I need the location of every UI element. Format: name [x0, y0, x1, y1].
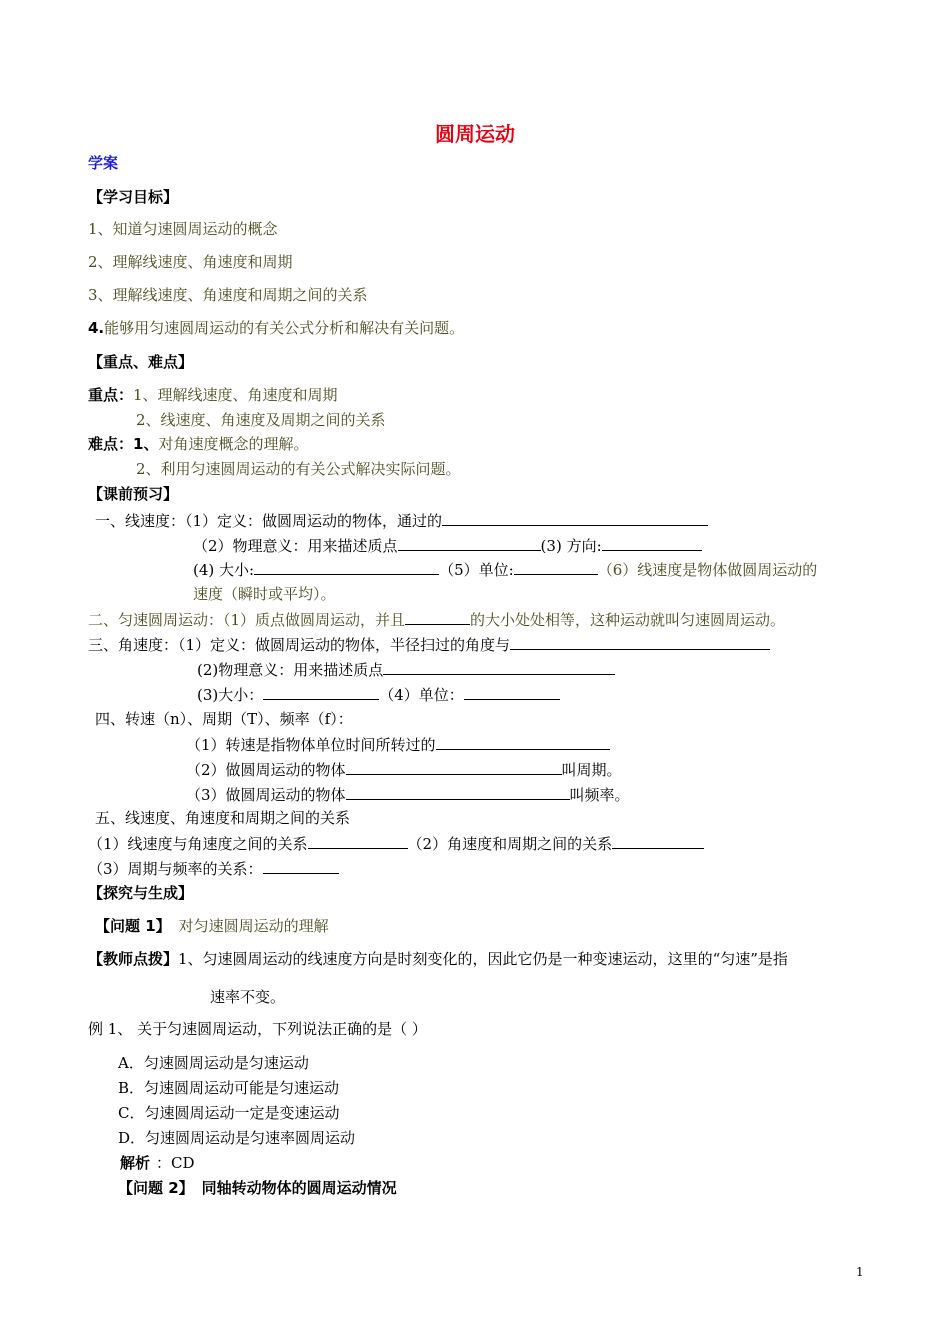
- answer-text: ：CD: [156, 1154, 195, 1172]
- zhongdian-line: [88, 385, 338, 405]
- goals-heading: 【学习目标】: [88, 188, 179, 206]
- example-question: 例 1、 关于匀速圆周运动，下列说法正确的是（ ）: [88, 1020, 427, 1038]
- question-2-label: 【问题 2】: [118, 1179, 194, 1197]
- line-text: （2）角速度和周期之间的关系: [407, 835, 613, 853]
- preview-line-11: [186, 759, 622, 780]
- fill-blank[interactable]: [464, 684, 560, 700]
- question-2: [118, 1178, 397, 1198]
- answer-label: 解析: [120, 1154, 151, 1172]
- page-title: 圆周运动: [435, 122, 515, 146]
- nandian-item: 2、利用匀速圆周运动的有关公式解决实际问题。: [136, 460, 461, 478]
- fill-blank[interactable]: [346, 759, 562, 775]
- line-text: （1）线速度与角速度之间的关系: [88, 835, 308, 853]
- nandian-label: 难点：: [88, 435, 134, 453]
- question-1-label: 【问题 1】: [95, 917, 171, 935]
- fill-blank[interactable]: [308, 833, 408, 849]
- question-1: [95, 916, 329, 936]
- preview-line-1: [95, 510, 708, 531]
- preview-line-15: [88, 858, 339, 879]
- line-text: (2)物理意义：用来描述质点: [197, 661, 384, 679]
- nandian-num: 1、: [133, 435, 159, 453]
- answer: [120, 1153, 195, 1173]
- teacher-tip-label: 【教师点拨】: [88, 950, 179, 968]
- option-c: C．匀速圆周运动一定是变速运动: [118, 1104, 340, 1122]
- line-text: （6）线速度是物体做圆周运动的: [597, 561, 818, 579]
- goal-item: 1、知道匀速圆周运动的概念: [88, 220, 278, 238]
- line-text: （3）周期与频率的关系：: [88, 860, 263, 878]
- preview-line-6: [88, 634, 770, 655]
- option-a: A．匀速圆周运动是匀速运动: [118, 1054, 309, 1072]
- nandian-line: [88, 434, 308, 454]
- section-label: 学案: [88, 154, 119, 172]
- page-number: 1: [856, 1265, 864, 1279]
- fill-blank[interactable]: [263, 858, 339, 874]
- option-b: B．匀速圆周运动可能是匀速运动: [118, 1079, 340, 1097]
- line-text: 的大小处处相等，这种运动就叫匀速圆周运动。: [470, 611, 786, 629]
- preview-line-12: [186, 784, 630, 805]
- fill-blank[interactable]: [383, 659, 615, 675]
- preview-line-13: 五、线速度、角速度和周期之间的关系: [95, 809, 351, 827]
- question-2-text: 同轴转动物体的圆周运动情况: [201, 1179, 397, 1197]
- fill-blank[interactable]: [436, 734, 610, 750]
- fill-blank[interactable]: [346, 784, 570, 800]
- fill-blank[interactable]: [442, 510, 708, 526]
- teacher-tip-text: 1、匀速圆周运动的线速度方向是时刻变化的，因此它仍是一种变速运动，这里的“匀速”是指: [178, 950, 788, 968]
- option-d: D．匀速圆周运动是匀速率圆周运动: [118, 1129, 356, 1147]
- keypoints-heading: 【重点、难点】: [88, 353, 194, 371]
- fill-blank[interactable]: [514, 559, 598, 575]
- explore-heading: 【探究与生成】: [88, 884, 194, 902]
- goal-item: 3、理解线速度、角速度和周期之间的关系: [88, 286, 368, 304]
- line-text: （5）单位:: [439, 561, 514, 579]
- preview-line-10: [186, 734, 610, 755]
- zhongdian-label: 重点：: [88, 386, 134, 404]
- teacher-tip: [88, 949, 788, 969]
- nandian-item: 对角速度概念的理解。: [158, 435, 309, 453]
- zhongdian-item: 2、线速度、角速度及周期之间的关系: [136, 411, 386, 429]
- line-text: 一、线速度：（1）定义：做圆周运动的物体，通过的: [95, 512, 443, 530]
- line-text: （1）转速是指物体单位时间所转过的: [186, 736, 436, 754]
- fill-blank[interactable]: [263, 684, 379, 700]
- goal-item-4-number: 4.: [88, 319, 105, 337]
- preview-line-9: 四、转速（n）、周期（T）、频率（f）：: [95, 710, 353, 728]
- preview-line-8: [197, 684, 560, 705]
- goal-item: 2、理解线速度、角速度和周期: [88, 253, 293, 271]
- preview-line-7: [197, 659, 615, 680]
- line-text: 二、匀速圆周运动：（1）质点做圆周运动，并且: [88, 611, 406, 629]
- line-text: 叫周期。: [561, 761, 622, 779]
- line-text: （2）做圆周运动的物体: [186, 761, 346, 779]
- fill-blank[interactable]: [398, 535, 541, 551]
- line-text: (4) 大小:: [193, 561, 255, 579]
- goal-item-4-text: 能够用匀速圆周运动的有关公式分析和解决有关问题。: [104, 319, 465, 337]
- line-text: 叫频率。: [569, 786, 630, 804]
- question-1-text: 对匀速圆周运动的理解: [178, 917, 329, 935]
- line-text: （3）做圆周运动的物体: [186, 786, 346, 804]
- teacher-tip-continued: 速率不变。: [210, 988, 286, 1006]
- line-text: （4）单位：: [379, 686, 464, 704]
- zhongdian-item: 1、理解线速度、角速度和周期: [133, 386, 338, 404]
- fill-blank[interactable]: [405, 609, 470, 625]
- fill-blank[interactable]: [602, 535, 702, 551]
- preview-line-3: [193, 559, 817, 580]
- preview-heading: 【课前预习】: [88, 485, 179, 503]
- preview-line-4: 速度（瞬时或平均）。: [193, 585, 336, 603]
- fill-blank[interactable]: [254, 559, 439, 575]
- preview-line-5: [88, 609, 785, 630]
- fill-blank[interactable]: [510, 634, 770, 650]
- line-text: (3)大小：: [197, 686, 264, 704]
- line-text: 三、角速度：（1）定义：做圆周运动的物体，半径扫过的角度与: [88, 636, 511, 654]
- preview-line-2: [193, 535, 702, 556]
- goal-item-4: [88, 318, 464, 338]
- line-text: （2）物理意义：用来描述质点: [193, 537, 398, 555]
- line-text: (3) 方向:: [540, 537, 602, 555]
- fill-blank[interactable]: [612, 833, 704, 849]
- preview-line-14: [88, 833, 704, 854]
